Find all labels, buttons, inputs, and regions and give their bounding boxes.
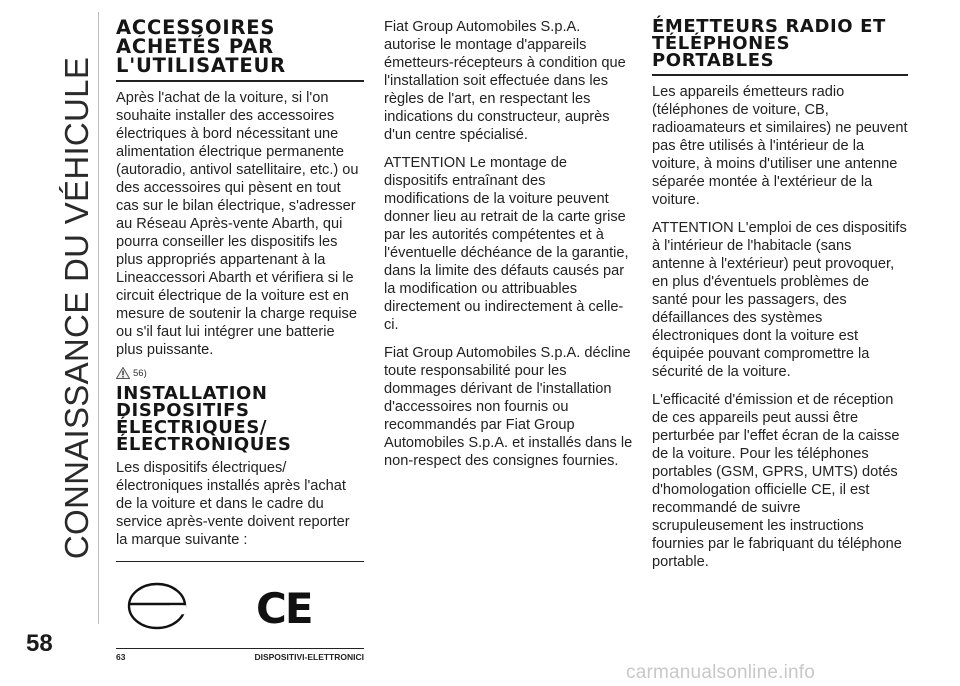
- section-heading-accessories: ACCESSOIRES ACHETÉS PAR L'UTILISATEUR: [116, 16, 286, 77]
- figure-number: 63: [116, 651, 126, 662]
- attention-paragraph: ATTENTION Le montage de dispositifs entraînant des modifications de la voiture peuvent donner lieu au retrait de la carte grise par les autorités compétentes et à l'éventuelle déchéance de la garantie, dans la limite des défauts causés par la modification ou attribuables directement ou indirectement à celle-ci.: [384, 155, 629, 333]
- e-mark-icon: [126, 580, 188, 632]
- section-heading-installation: INSTALLATION DISPOSITIFS ÉLECTRIQUES/ ÉLECTRONIQUES: [116, 382, 292, 455]
- radio-paragraph: Les appareils émetteurs radio (téléphones de voiture, CB, radioamateurs et similaires) ne peuvent pas être utilisés à l'intérieur de la voiture, à moins d'utiliser une antenne séparée montée à l'extérieur de la voiture.: [652, 83, 908, 208]
- column-1: [116, 18, 364, 662]
- ce-mark-icon: CE: [256, 583, 312, 633]
- accessories-paragraph: Après l'achat de la voiture, si l'on souhaite installer des accessoires électriques à bord nécessitant une alimentation électrique permanente (autoradio, antivol satellitaire, etc.) ou des accessoires qui pèsent en tout cas sur le bilan électrique, s'adresser au Réseau Après-vente Abarth, qui pourra conseiller les dispositifs les plus appropriés appartenant à la Lineaccessori Abarth et vérifiera si le circuit électrique de la voiture est en mesure de soutenir la charge requise ou s'il faut lui intégrer une batterie plus puissante.: [116, 89, 359, 358]
- authorization-paragraph: Fiat Group Automobiles S.p.A. autorise le montage d'appareils émetteurs-récepteurs à condition que l'installation soit effectuée dans les règles de l'art, en respectant les indications du constructeur, auprès d'un centre spécialisé.: [384, 19, 626, 143]
- figure-caption: [116, 652, 364, 662]
- column-2: [384, 18, 634, 470]
- chapter-title-text: CONNAISSANCE DU VÉHICULE: [58, 56, 96, 560]
- heading-rule-radio: [652, 74, 908, 76]
- side-divider: [98, 12, 99, 624]
- warning-number: 56): [133, 367, 147, 379]
- watermark: carmanualsonline.info: [626, 662, 816, 683]
- radio-efficiency-paragraph: L'efficacité d'émission et de réception de ces appareils peut aussi être perturbée par l'effet écran de la caisse de la voiture. Pour les téléphones portables (GSM, GPRS, UMTS) dotés d'homologation officielle CE, il est recommandé de suivre scrupuleusement les instructions fournies par le fabriquant du téléphone portable.: [652, 391, 902, 570]
- chapter-title: [58, 8, 96, 608]
- warning-triangle-icon: [116, 367, 130, 379]
- column-3: [652, 18, 908, 571]
- liability-paragraph: Fiat Group Automobiles S.p.A. décline toute responsabilité pour les dommages dérivant de l'installation d'accessoires non fournis ou recommandés par Fiat Group Automobiles S.p.A. et installés dans le non-respect des consignes fournies.: [384, 345, 633, 469]
- warning-reference: [116, 367, 364, 379]
- section-heading-radio: ÉMETTEURS RADIO ET TÉLÉPHONES PORTABLES: [652, 16, 886, 71]
- figure-code: DISPOSITIVI-ELETTRONICI: [254, 651, 364, 662]
- radio-attention-paragraph: ATTENTION L'emploi de ces dispositifs à l'intérieur de l'habitacle (sans antenne à l'extérieur) peut provoquer, en plus d'éventuels problèmes de santé pour les passagers, des défaillances des systèmes électroniques dont la voiture est équipée pouvant compromettre la sécurité de la voiture.: [652, 219, 907, 380]
- marking-symbols: [116, 561, 364, 649]
- heading-rule: [116, 80, 364, 82]
- page-number: 58: [26, 630, 53, 657]
- side-bar: [0, 0, 100, 686]
- installation-paragraph: Les dispositifs électriques/électroniques installés après l'achat de la voiture et dans le cadre du service après-vente doivent reporter la marque suivante :: [116, 459, 350, 548]
